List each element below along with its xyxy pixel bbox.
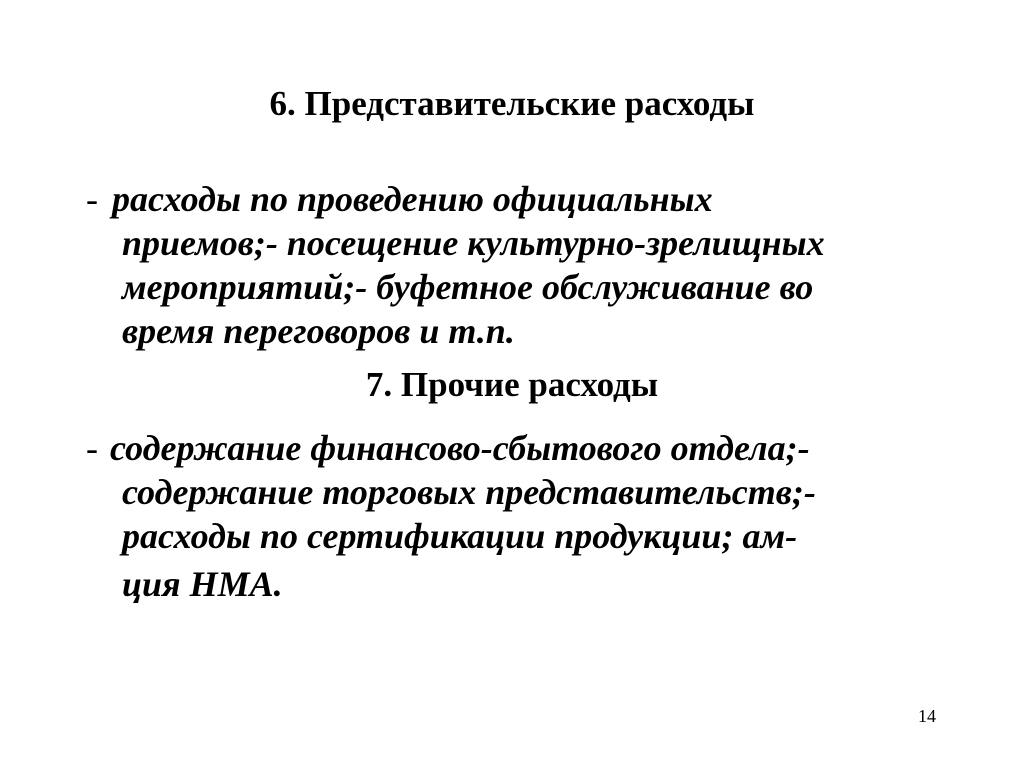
body-line: содержание торговых представительств;- <box>122 472 816 512</box>
body-line: время переговоров и т.п. <box>122 311 515 351</box>
section-body-other-expenses <box>86 427 946 617</box>
page-number: 14 <box>918 706 936 726</box>
body-line: расходы по проведению официальных <box>112 179 713 219</box>
section-body-representative-expenses <box>86 174 946 354</box>
list-dash: - <box>86 428 98 468</box>
body-line: содержание финансово-сбытового отдела;- <box>110 428 810 468</box>
body-line: ция НМА. <box>122 564 283 604</box>
section-title-other-expenses: 7. Прочие расходы <box>365 365 659 404</box>
body-line: приемов;- посещение культурно-зрелищных <box>122 223 825 263</box>
list-dash: - <box>86 179 98 219</box>
body-line: расходы по сертификации продукции; ам- <box>122 516 798 556</box>
section-title-representative-expenses: 6. Представительские расходы <box>269 84 755 123</box>
body-line: мероприятий;- буфетное обслуживание во <box>122 267 814 307</box>
